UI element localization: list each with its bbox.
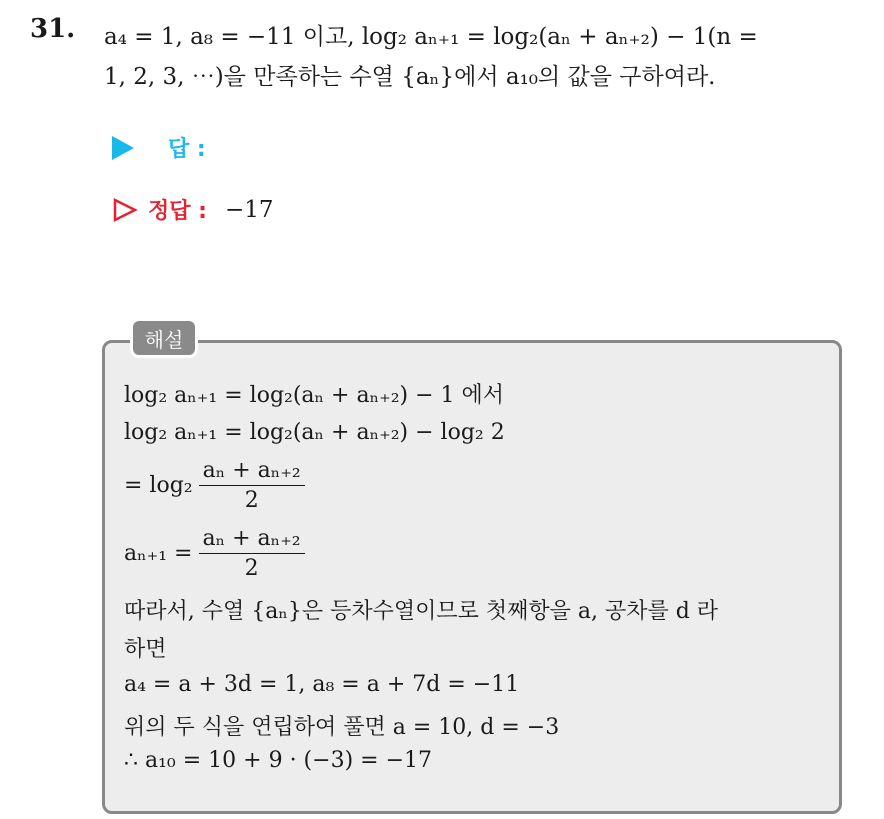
solution-equals-log: = log₂ xyxy=(124,473,193,498)
fraction-numerator: aₙ + aₙ₊₂ xyxy=(199,526,305,554)
solution-line: 하면 xyxy=(124,637,167,662)
outline-triangle-icon xyxy=(112,197,138,223)
answer-row xyxy=(112,132,206,163)
solution-line-fraction xyxy=(124,526,305,581)
solution-tab: 해설 xyxy=(130,318,198,358)
solution-line: log₂ aₙ₊₁ = log₂(aₙ + aₙ₊₂) − log₂ 2 xyxy=(124,420,505,445)
fraction xyxy=(199,526,305,581)
solution-a-n-plus-1: aₙ₊₁ = xyxy=(124,541,193,566)
fraction-numerator: aₙ + aₙ₊₂ xyxy=(199,458,305,486)
solution-line: 위의 두 식을 연립하여 풀면 a = 10, d = −3 xyxy=(124,715,560,740)
solution-line: a₄ = a + 3d = 1, a₈ = a + 7d = −11 xyxy=(124,672,520,697)
solution-line-fraction xyxy=(124,458,305,513)
fraction-denominator: 2 xyxy=(244,556,259,581)
solution-line: log₂ aₙ₊₁ = log₂(aₙ + aₙ₊₂) − 1 에서 xyxy=(124,383,505,408)
solution-line: ∴ a₁₀ = 10 + 9 · (−3) = −17 xyxy=(124,748,432,773)
fraction-denominator: 2 xyxy=(244,488,259,513)
question-number: 31. xyxy=(30,14,76,44)
correct-answer-label: 정답 : xyxy=(148,199,207,224)
solution-line: 따라서, 수열 {aₙ}은 등차수열이므로 첫째항을 a, 공차를 d 라 xyxy=(124,599,719,624)
play-triangle-icon xyxy=(112,136,134,160)
answer-label: 답 : xyxy=(168,137,206,162)
correct-answer-value: −17 xyxy=(224,196,274,223)
fraction xyxy=(199,458,305,513)
question-text-line-1: a₄ = 1, a₈ = −11 이고, log₂ aₙ₊₁ = log₂(aₙ + aₙ₊₂) − 1(n = xyxy=(104,24,758,50)
question-text-line-2: 1, 2, 3, ⋯)을 만족하는 수열 {aₙ}에서 a₁₀의 값을 구하여라. xyxy=(104,64,716,90)
correct-answer-row xyxy=(112,194,274,225)
